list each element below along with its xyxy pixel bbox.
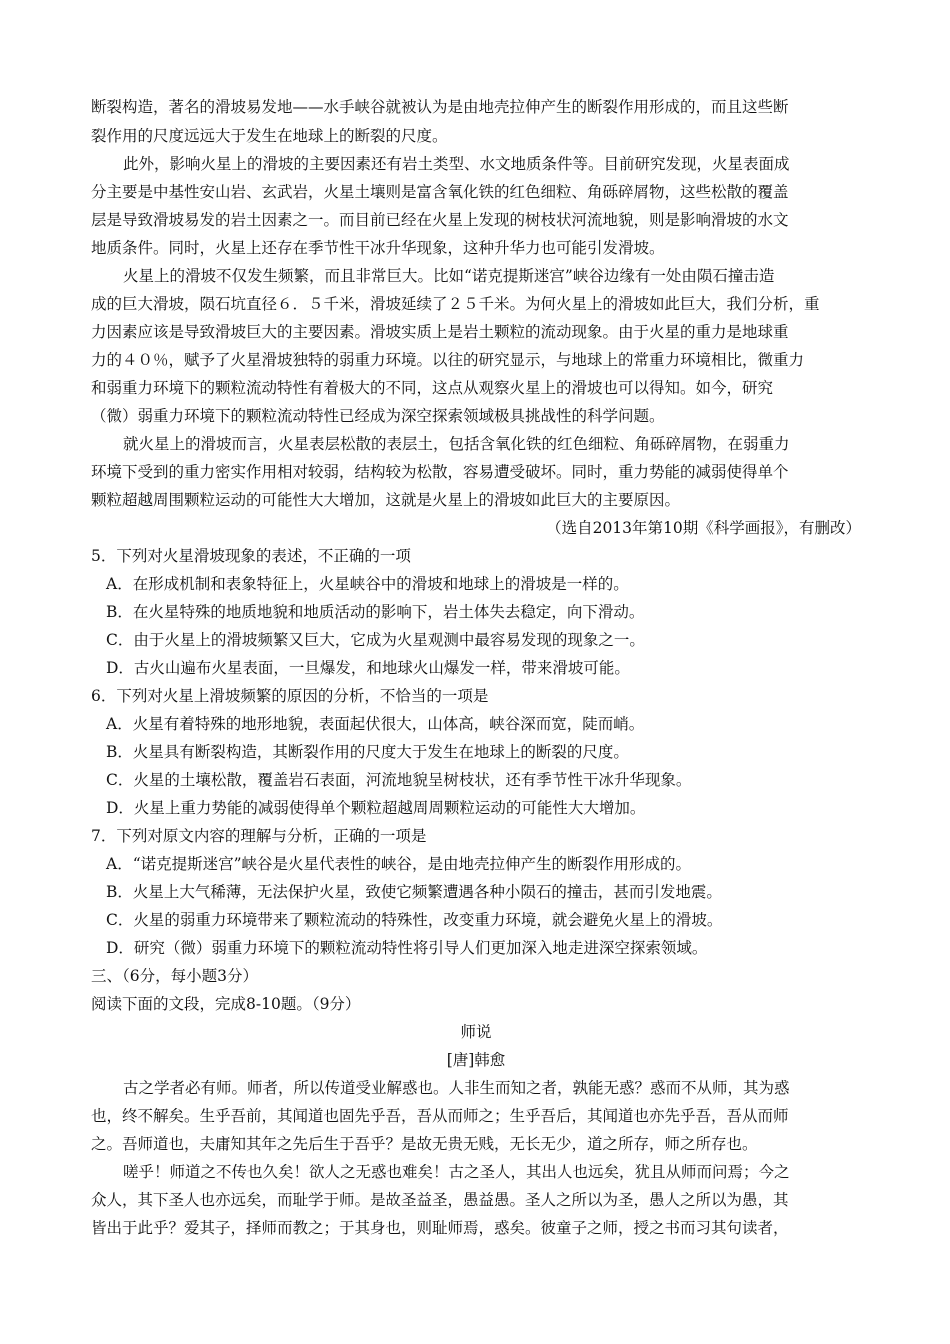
section-instruction: 阅读下面的文段，完成8-10题。（9分） [91, 995, 361, 1013]
question-option: C．火星的土壤松散，覆盖岩石表面，河流地貌呈树枝状，还有季节性干冰升华现象。 [106, 771, 692, 789]
essay-line: 古之学者必有师。师者，所以传道受业解惑也。人非生而知之者，孰能无惑？惑而不从师，其为惑 [123, 1079, 790, 1097]
essay-line: 嗟乎！师道之不传也久矣！欲人之无惑也难矣！古之圣人，其出人也远矣，犹且从师而问焉；今之 [123, 1163, 790, 1181]
passage-line: 成的巨大滑坡，陨石坑直径６．５千米，滑坡延续了２５千米。为何火星上的滑坡如此巨大，我们分析，重 [91, 295, 820, 313]
passage-line: 就火星上的滑坡而言，火星表层松散的表层土，包括含氧化铁的红色细粒、角砾碎屑物，在弱重力 [123, 435, 790, 453]
passage-line: 环境下受到的重力密实作用相对较弱，结构较为松散，容易遭受破坏。同时，重力势能的减弱使得单个 [91, 463, 789, 481]
question-option: A．火星有着特殊的地形地貌，表面起伏很大，山体高，峡谷深而宽，陡而峭。 [106, 715, 645, 733]
question-option: D．古火山遍布火星表面，一旦爆发，和地球火山爆发一样，带来滑坡可能。 [106, 659, 630, 677]
question-option: A．“诺克提斯迷宫”峡谷是火星代表性的峡谷，是由地壳拉伸产生的断裂作用形成的。 [106, 855, 692, 873]
question-stem: 5．下列对火星滑坡现象的表述，不正确的一项 [91, 547, 411, 565]
passage-line: 断裂构造，著名的滑坡易发地——水手峡谷就被认为是由地壳拉伸产生的断裂作用形成的，而且这些断 [91, 98, 789, 116]
essay-line: 也，终不解矣。生乎吾前，其闻道也固先乎吾，吾从而师之；生乎吾后，其闻道也亦先乎吾，吾从而师 [91, 1107, 789, 1125]
question-option: B．在火星特殊的地质地貌和地质活动的影响下，岩土体失去稳定，向下滑动。 [106, 603, 645, 621]
question-option: D．火星上重力势能的减弱使得单个颗粒超越周周颗粒运动的可能性大大增加。 [106, 799, 646, 817]
passage-line: （微）弱重力环境下的颗粒流动特性已经成为深空探索领域极具挑战性的科学问题。 [91, 407, 665, 425]
essay-title: 师说 [460, 1023, 492, 1041]
question-option: B．火星具有断裂构造，其断裂作用的尺度大于发生在地球上的断裂的尺度。 [106, 743, 629, 761]
question-option: B．火星上大气稀薄，无法保护火星，致使它频繁遭遇各种小陨石的撞击，甚而引发地震。 [106, 883, 722, 901]
question-stem: 6．下列对火星上滑坡频繁的原因的分析，不恰当的一项是 [91, 687, 489, 705]
source-citation: （选自2013年第10期《科学画报》，有删改） [546, 519, 861, 537]
passage-line: 力因素应该是导致滑坡巨大的主要因素。滑坡实质上是岩土颗粒的流动现象。由于火星的重力是地球重 [91, 323, 789, 341]
passage-line: 火星上的滑坡不仅发生频繁，而且非常巨大。比如“诺克提斯迷宫”峡谷边缘有一处由陨石撞击造 [123, 267, 775, 285]
essay-line: 皆出于此乎？爱其子，择师而教之；于其身也，则耻师焉，惑矣。彼童子之师，授之书而习其句读者， [91, 1219, 789, 1237]
essay-line: 众人，其下圣人也亦远矣，而耻学于师。是故圣益圣，愚益愚。圣人之所以为圣，愚人之所以为愚，其 [91, 1191, 789, 1209]
passage-line: 和弱重力环境下的颗粒流动特性有着极大的不同，这点从观察火星上的滑坡也可以得知。如今，研究 [91, 379, 774, 397]
question-option: D．研究（微）弱重力环境下的颗粒流动特性将引导人们更加深入地走进深空探索领域。 [106, 939, 708, 957]
question-stem: 7．下列对原文内容的理解与分析，正确的一项是 [91, 827, 427, 845]
passage-line: 力的４０％，赋予了火星滑坡独特的弱重力环境。以往的研究显示，与地球上的常重力环境相比，微重力 [91, 351, 805, 369]
essay-line: 之。吾师道也，夫庸知其年之先后生于吾乎？是故无贵无贱，无长无少，道之所存，师之所存也。 [91, 1135, 758, 1153]
essay-author: [唐]韩愈 [446, 1051, 506, 1069]
question-option: A．在形成机制和表象特征上，火星峡谷中的滑坡和地球上的滑坡是一样的。 [106, 575, 629, 593]
question-option: C．由于火星上的滑坡频繁又巨大，它成为火星观测中最容易发现的现象之一。 [106, 631, 645, 649]
section-heading: 三、（6分，每小题3分） [91, 967, 258, 985]
passage-line: 层是导致滑坡易发的岩土因素之一。而目前已经在火星上发现的树枝状河流地貌，则是影响滑坡的水文 [91, 211, 789, 229]
passage-line: 裂作用的尺度远远大于发生在地球上的断裂的尺度。 [91, 127, 448, 145]
passage-line: 颗粒超越周围颗粒运动的可能性大大增加，这就是火星上的滑坡如此巨大的主要原因。 [91, 491, 681, 509]
passage-line: 此外，影响火星上的滑坡的主要因素还有岩土类型、水文地质条件等。目前研究发现，火星表面成 [123, 155, 790, 173]
passage-line: 分主要是中基性安山岩、玄武岩，火星土壤则是富含氧化铁的红色细粒、角砾碎屑物，这些松散的覆盖 [91, 183, 789, 201]
passage-line: 地质条件。同时，火星上还存在季节性干冰升华现象，这种升华力也可能引发滑坡。 [91, 239, 665, 257]
question-option: C．火星的弱重力环境带来了颗粒流动的特殊性，改变重力环境，就会避免火星上的滑坡。 [106, 911, 723, 929]
